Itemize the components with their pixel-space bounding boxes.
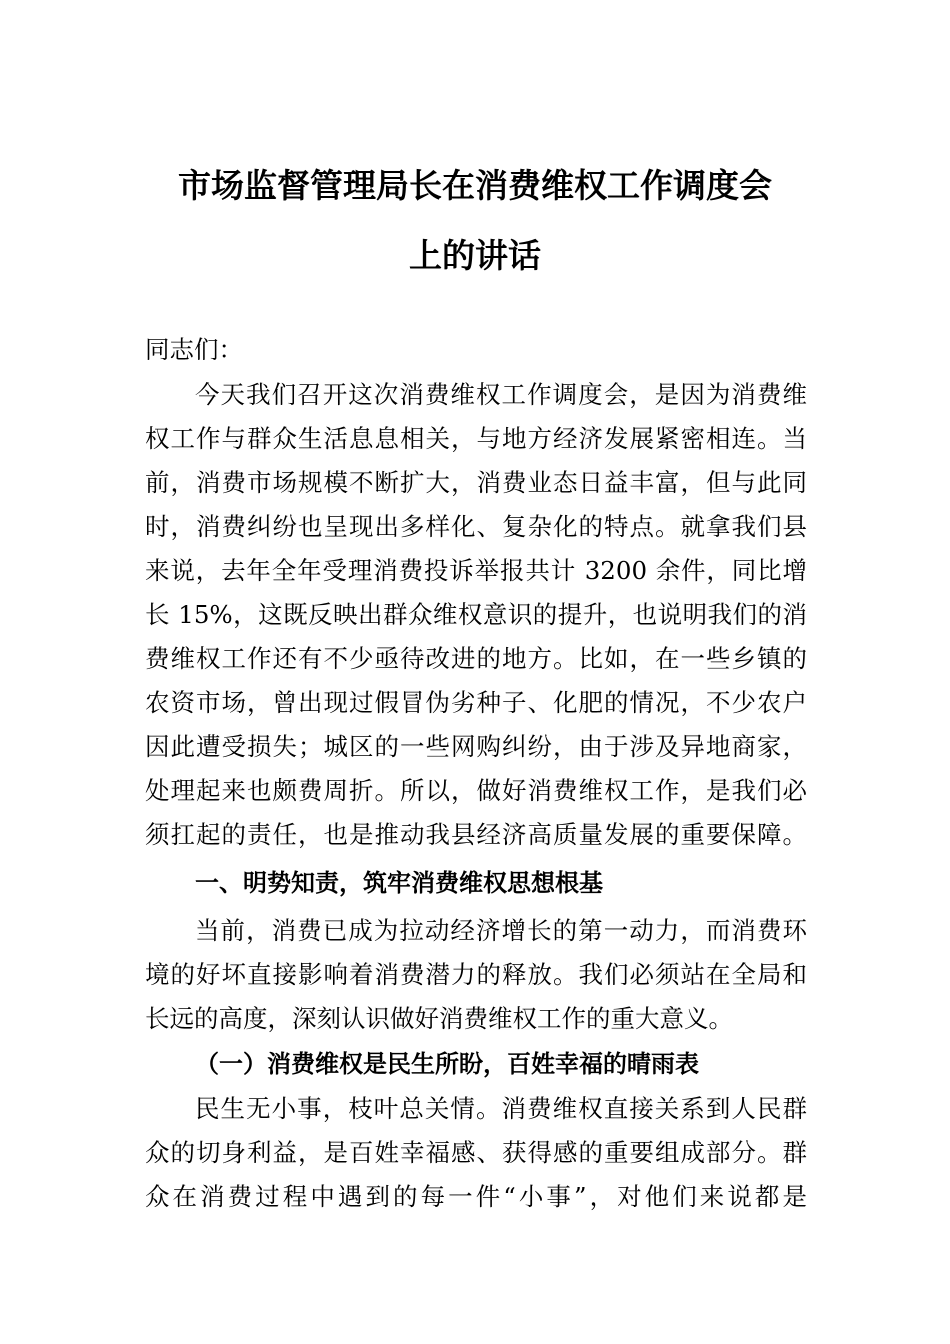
paragraph-1-line: 须扛起的责任，也是推动我县经济高质量发展的重要保障。 bbox=[145, 820, 807, 849]
paragraph-1-line: 来说，去年全年受理消费投诉举报共计 3200 余件，同比增 bbox=[145, 556, 807, 585]
paragraph-1-line: 费维权工作还有不少亟待改进的地方。比如，在一些乡镇的 bbox=[145, 644, 807, 673]
paragraph-1-line: 长 15%，这既反映出群众维权意识的提升，也说明我们的消 bbox=[145, 600, 807, 629]
document-title-line-2: 上的讲话 bbox=[409, 236, 541, 275]
paragraph-1-line: 前，消费市场规模不断扩大，消费业态日益丰富，但与此同 bbox=[145, 468, 807, 497]
paragraph-1-line: 时，消费纠纷也呈现出多样化、复杂化的特点。就拿我们县 bbox=[145, 512, 807, 541]
paragraph-3-line: 民生无小事，枝叶总关情。消费维权直接关系到人民群 bbox=[195, 1094, 807, 1123]
paragraph-2-line: 长远的高度，深刻认识做好消费维权工作的重大意义。 bbox=[145, 1004, 733, 1033]
paragraph-1-line: 处理起来也颇费周折。所以，做好消费维权工作，是我们必 bbox=[145, 776, 807, 805]
paragraph-2-line: 境的好坏直接影响着消费潜力的释放。我们必须站在全局和 bbox=[145, 960, 807, 989]
paragraph-3-line: 众在消费过程中遇到的每一件“小事”，对他们来说都是 bbox=[145, 1182, 807, 1211]
paragraph-1-line: 农资市场，曾出现过假冒伪劣种子、化肥的情况，不少农户 bbox=[145, 688, 807, 717]
paragraph-1-line: 今天我们召开这次消费维权工作调度会，是因为消费维 bbox=[195, 380, 807, 409]
subsection-heading-1: （一）消费维权是民生所盼，百姓幸福的晴雨表 bbox=[195, 1049, 699, 1078]
section-heading-1: 一、明势知责，筑牢消费维权思想根基 bbox=[195, 869, 603, 897]
paragraph-3-line: 众的切身利益，是百姓幸福感、获得感的重要组成部分。群 bbox=[145, 1138, 807, 1167]
document-title-line-1: 市场监督管理局长在消费维权工作调度会 bbox=[178, 166, 772, 205]
paragraph-2-line: 当前，消费已成为拉动经济增长的第一动力，而消费环 bbox=[195, 916, 807, 945]
salutation: 同志们： bbox=[145, 335, 243, 364]
paragraph-1-line: 权工作与群众生活息息相关，与地方经济发展紧密相连。当 bbox=[145, 424, 807, 453]
paragraph-1-line: 因此遭受损失；城区的一些网购纠纷，由于涉及异地商家， bbox=[145, 732, 807, 761]
